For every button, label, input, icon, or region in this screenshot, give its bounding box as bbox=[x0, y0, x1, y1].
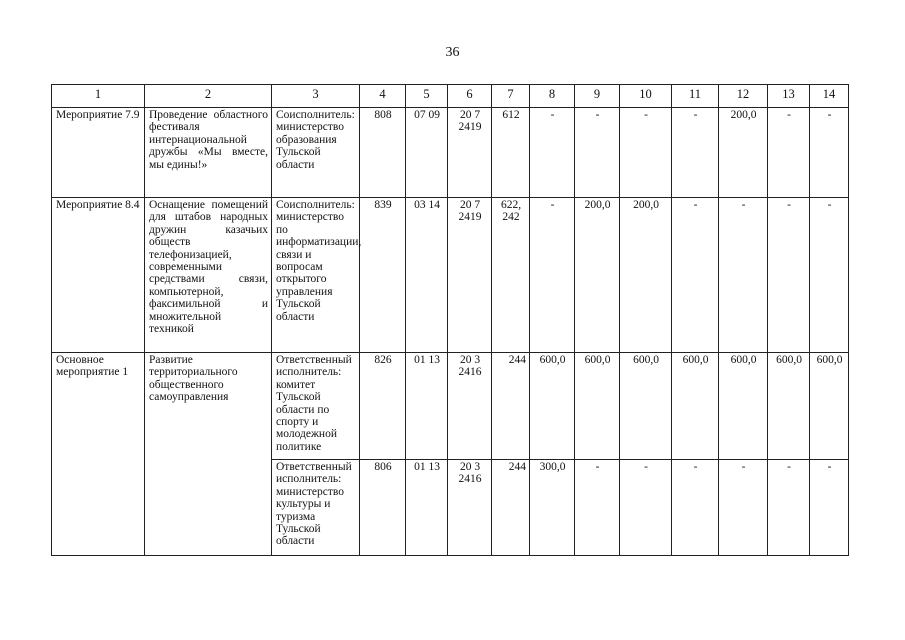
executor-cell: Соисполнитель: министерство по информатизации, связи и вопросам открытого управления Тульской области bbox=[272, 198, 360, 353]
value-cell: - bbox=[810, 108, 849, 198]
value-cell: - bbox=[719, 460, 768, 556]
value-cell: 200,0 bbox=[719, 108, 768, 198]
value-cell: - bbox=[810, 460, 849, 556]
header-cell: 9 bbox=[575, 85, 620, 108]
value-cell: - bbox=[575, 460, 620, 556]
target-item-cell: 20 7 2419 bbox=[448, 108, 492, 198]
value-cell: - bbox=[672, 198, 719, 353]
target-item-cell: 20 3 2416 bbox=[448, 353, 492, 460]
value-cell: - bbox=[530, 108, 575, 198]
value-cell: - bbox=[810, 198, 849, 353]
value-cell: - bbox=[768, 460, 810, 556]
target-item-cell: 20 3 2416 bbox=[448, 460, 492, 556]
header-cell: 4 bbox=[360, 85, 406, 108]
event-description-cell: Оснащение помещений для штабов народных дружин казачьих обществ телефонизацией, современными средствами связи, компьютерной, факсимильной и множительной техникой bbox=[145, 198, 272, 353]
table-row bbox=[52, 198, 849, 353]
value-cell: - bbox=[768, 198, 810, 353]
header-cell: 7 bbox=[492, 85, 530, 108]
event-description-cell: Развитие территориального общественного самоуправления bbox=[145, 353, 272, 556]
value-cell: 300,0 bbox=[530, 460, 575, 556]
value-cell: 600,0 bbox=[530, 353, 575, 460]
executor-cell: Соисполнитель: министерство образования Тульской области bbox=[272, 108, 360, 198]
event-id-cell: Мероприятие 7.9 bbox=[52, 108, 145, 198]
value-cell: - bbox=[620, 108, 672, 198]
value-cell: - bbox=[672, 108, 719, 198]
header-cell: 3 bbox=[272, 85, 360, 108]
value-cell: 600,0 bbox=[719, 353, 768, 460]
value-cell: 600,0 bbox=[810, 353, 849, 460]
code-cell: 806 bbox=[360, 460, 406, 556]
value-cell: 200,0 bbox=[575, 198, 620, 353]
page-number: 36 bbox=[445, 45, 460, 60]
expense-type-cell: 244 bbox=[492, 353, 530, 460]
header-cell: 13 bbox=[768, 85, 810, 108]
event-description-cell: Проведение областного фестиваля интернациональной дружбы «Мы вместе, мы едины!» bbox=[145, 108, 272, 198]
section-cell: 07 09 bbox=[406, 108, 448, 198]
expense-type-cell: 622, 242 bbox=[492, 198, 530, 353]
table-row bbox=[52, 353, 849, 460]
header-cell: 6 bbox=[448, 85, 492, 108]
target-item-cell: 20 7 2419 bbox=[448, 198, 492, 353]
code-cell: 839 bbox=[360, 198, 406, 353]
section-cell: 01 13 bbox=[406, 460, 448, 556]
section-cell: 01 13 bbox=[406, 353, 448, 460]
expense-type-cell: 612 bbox=[492, 108, 530, 198]
header-cell: 8 bbox=[530, 85, 575, 108]
value-cell: - bbox=[575, 108, 620, 198]
executor-cell: Ответственный исполнитель: комитет Тульской области по спорту и молодежной политике bbox=[272, 353, 360, 460]
budget-table bbox=[51, 84, 849, 556]
header-cell: 12 bbox=[719, 85, 768, 108]
value-cell: 200,0 bbox=[620, 198, 672, 353]
header-row bbox=[52, 85, 849, 108]
value-cell: - bbox=[620, 460, 672, 556]
header-cell: 11 bbox=[672, 85, 719, 108]
header-cell: 2 bbox=[145, 85, 272, 108]
header-cell: 5 bbox=[406, 85, 448, 108]
table-row bbox=[52, 108, 849, 198]
section-cell: 03 14 bbox=[406, 198, 448, 353]
event-id-cell: Мероприятие 8.4 bbox=[52, 198, 145, 353]
header-cell: 10 bbox=[620, 85, 672, 108]
code-cell: 826 bbox=[360, 353, 406, 460]
value-cell: 600,0 bbox=[620, 353, 672, 460]
header-cell: 14 bbox=[810, 85, 849, 108]
value-cell: 600,0 bbox=[672, 353, 719, 460]
value-cell: - bbox=[530, 198, 575, 353]
executor-cell: Ответственный исполнитель: министерство культуры и туризма Тульской области bbox=[272, 460, 360, 556]
expense-type-cell: 244 bbox=[492, 460, 530, 556]
value-cell: 600,0 bbox=[575, 353, 620, 460]
value-cell: - bbox=[719, 198, 768, 353]
value-cell: 600,0 bbox=[768, 353, 810, 460]
header-cell: 1 bbox=[52, 85, 145, 108]
value-cell: - bbox=[768, 108, 810, 198]
value-cell: - bbox=[672, 460, 719, 556]
code-cell: 808 bbox=[360, 108, 406, 198]
event-id-cell: Основное мероприятие 1 bbox=[52, 353, 145, 556]
